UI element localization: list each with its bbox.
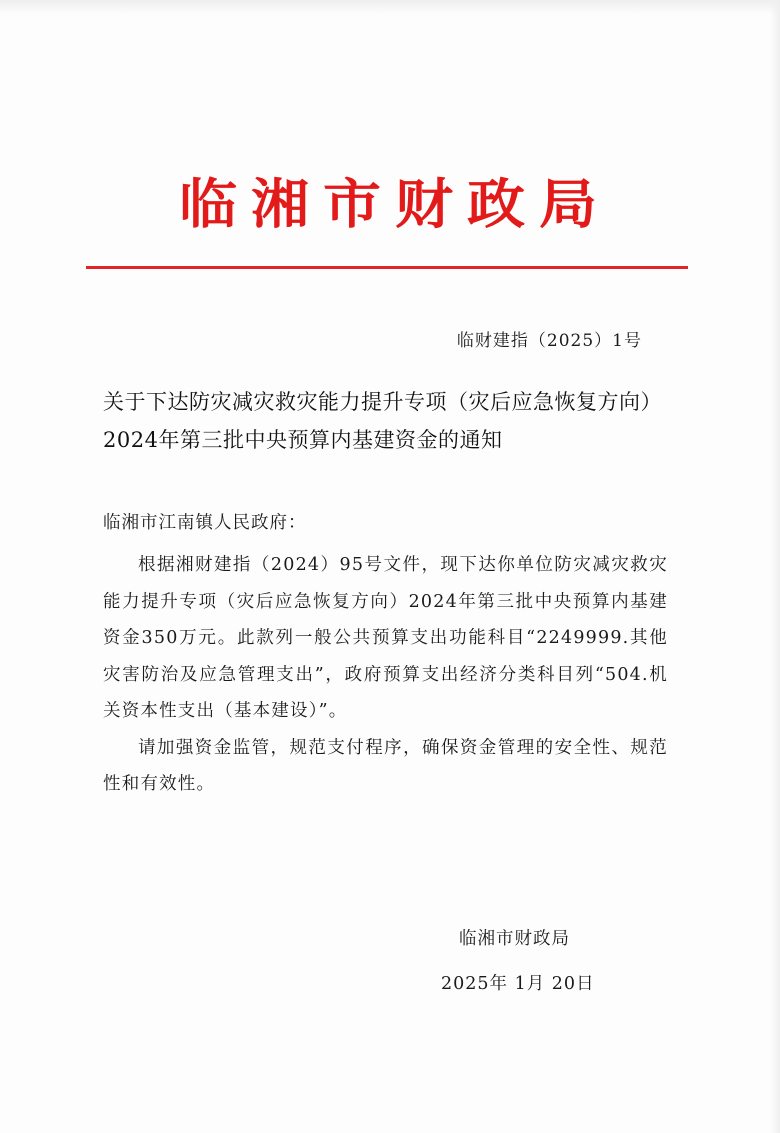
document-number: 临财建指（2025）1号	[456, 331, 642, 351]
signature-date: 2025年 1月 20日	[441, 974, 595, 994]
letterhead-title: 临湘市财政局	[178, 172, 611, 236]
addressee: 临湘市江南镇人民政府：	[103, 513, 307, 533]
document-body	[103, 547, 668, 803]
document-title: 关于下达防灾减灾救灾能力提升专项（灾后应急恢复方向）2024年第三批中央预算内基建资金的通知	[103, 390, 662, 452]
letterhead-red-rule	[86, 266, 688, 269]
signature-organization: 临湘市财政局	[459, 929, 570, 949]
body-paragraph: 请加强资金监管，规范支付程序，确保资金管理的安全性、规范性和有效性。	[103, 737, 668, 794]
body-paragraph: 根据湘财建指（2024）95号文件，现下达你单位防灾减灾救灾能力提升专项（灾后应急恢复方向）2024年第三批中央预算内基建资金350万元。此款列一般公共预算支出功能科目“2249999.其他灾害防治及应急管理支出”，政府预算支出经济分类科目列“504.机关资本性支出（基本建设）”。	[103, 555, 668, 721]
scan-edge-right	[770, 0, 780, 1133]
scan-edge-top	[0, 0, 780, 14]
